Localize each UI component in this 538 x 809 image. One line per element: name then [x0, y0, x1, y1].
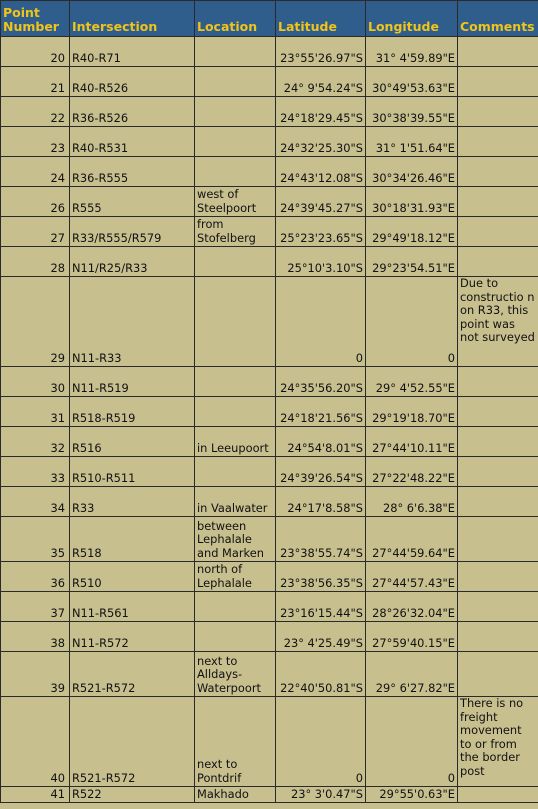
comments-cell	[458, 592, 538, 622]
table-row	[1, 277, 538, 367]
intersection-cell: N11-R519	[70, 367, 195, 397]
longitude-cell: 0	[366, 277, 458, 367]
longitude-cell: 27°22'48.22"E	[366, 457, 458, 487]
comments-cell	[458, 622, 538, 652]
point-number-cell: 31	[1, 397, 70, 427]
table-row	[1, 397, 538, 427]
header-row	[1, 1, 538, 37]
point-number-cell: 36	[1, 562, 70, 592]
column-header-latitude: Latitude	[276, 1, 366, 37]
location-cell: in Leeupoort	[195, 427, 276, 457]
table-row	[1, 247, 538, 277]
comments-cell	[458, 97, 538, 127]
location-cell	[195, 37, 276, 67]
location-cell: north of Lephalale	[195, 562, 276, 592]
location-cell: in Vaalwater	[195, 487, 276, 517]
point-number-cell: 27	[1, 217, 70, 247]
table-row	[1, 517, 538, 562]
point-number-cell: 26	[1, 187, 70, 217]
point-number-cell: 22	[1, 97, 70, 127]
intersection-cell: R516	[70, 427, 195, 457]
intersection-cell: R40-R531	[70, 127, 195, 157]
table-body	[1, 37, 538, 803]
longitude-cell: 29° 6'27.82"E	[366, 652, 458, 697]
column-header-longitude: Longitude	[366, 1, 458, 37]
latitude-cell: 22°40'50.81"S	[276, 652, 366, 697]
column-header-point-number: Point Number	[1, 1, 70, 37]
intersection-cell: R555	[70, 187, 195, 217]
table-row	[1, 427, 538, 457]
longitude-cell: 0	[366, 697, 458, 787]
comments-cell	[458, 787, 538, 803]
longitude-cell: 27°44'57.43"E	[366, 562, 458, 592]
location-cell	[195, 277, 276, 367]
intersection-cell: R510-R511	[70, 457, 195, 487]
comments-cell	[458, 652, 538, 697]
intersection-cell: R510	[70, 562, 195, 592]
latitude-cell: 24°18'29.45"S	[276, 97, 366, 127]
intersection-cell: R40-R71	[70, 37, 195, 67]
latitude-cell: 24°39'26.54"S	[276, 457, 366, 487]
longitude-cell: 30°34'26.46"E	[366, 157, 458, 187]
longitude-cell: 29°19'18.70"E	[366, 397, 458, 427]
latitude-cell: 24°32'25.30"S	[276, 127, 366, 157]
latitude-cell: 23°38'56.35"S	[276, 562, 366, 592]
latitude-cell: 23°38'55.74"S	[276, 517, 366, 562]
table-row	[1, 592, 538, 622]
table-row	[1, 217, 538, 247]
comments-cell	[458, 157, 538, 187]
location-cell: next to Alldays-Waterpoort	[195, 652, 276, 697]
latitude-cell: 24°35'56.20"S	[276, 367, 366, 397]
table-row	[1, 697, 538, 787]
location-cell: west of Steelpoort	[195, 187, 276, 217]
latitude-cell: 24°18'21.56"S	[276, 397, 366, 427]
longitude-cell: 31° 4'59.89"E	[366, 37, 458, 67]
comments-cell: There is no freight movement to or from the border post	[458, 697, 538, 787]
longitude-cell: 30°38'39.55"E	[366, 97, 458, 127]
column-header-comments: Comments	[458, 1, 538, 37]
latitude-cell: 25°10'3.10"S	[276, 247, 366, 277]
comments-cell	[458, 67, 538, 97]
location-cell: between Lephalale and Marken	[195, 517, 276, 562]
comments-cell	[458, 187, 538, 217]
longitude-cell: 29° 4'52.55"E	[366, 367, 458, 397]
longitude-cell: 27°44'10.11"E	[366, 427, 458, 457]
comments-cell	[458, 397, 538, 427]
location-cell	[195, 97, 276, 127]
location-cell	[195, 622, 276, 652]
intersection-cell: R521-R572	[70, 697, 195, 787]
longitude-cell: 29°49'18.12"E	[366, 217, 458, 247]
longitude-cell: 31° 1'51.64"E	[366, 127, 458, 157]
latitude-cell: 23° 4'25.49"S	[276, 622, 366, 652]
location-cell	[195, 592, 276, 622]
longitude-cell: 29°55'0.63"E	[366, 787, 458, 803]
latitude-cell: 25°23'23.65"S	[276, 217, 366, 247]
point-number-cell: 20	[1, 37, 70, 67]
comments-cell	[458, 457, 538, 487]
longitude-cell: 30°49'53.63"E	[366, 67, 458, 97]
table-row	[1, 622, 538, 652]
intersection-cell: N11-R33	[70, 277, 195, 367]
table-row	[1, 187, 538, 217]
intersection-cell: N11/R25/R33	[70, 247, 195, 277]
latitude-cell: 23° 3'0.47"S	[276, 787, 366, 803]
comments-cell	[458, 247, 538, 277]
latitude-cell: 24°54'8.01"S	[276, 427, 366, 457]
latitude-cell: 0	[276, 697, 366, 787]
latitude-cell: 23°55'26.97"S	[276, 37, 366, 67]
intersection-cell: N11-R572	[70, 622, 195, 652]
point-number-cell: 37	[1, 592, 70, 622]
point-number-cell: 33	[1, 457, 70, 487]
table-row	[1, 367, 538, 397]
intersection-cell: N11-R561	[70, 592, 195, 622]
point-number-cell: 39	[1, 652, 70, 697]
intersection-cell: R521-R572	[70, 652, 195, 697]
longitude-cell: 29°23'54.51"E	[366, 247, 458, 277]
latitude-cell: 24° 9'54.24"S	[276, 67, 366, 97]
table-row	[1, 97, 538, 127]
comments-cell	[458, 217, 538, 247]
intersection-cell: R33	[70, 487, 195, 517]
point-number-cell: 40	[1, 697, 70, 787]
longitude-cell: 27°44'59.64"E	[366, 517, 458, 562]
latitude-cell: 24°39'45.27"S	[276, 187, 366, 217]
comments-cell	[458, 562, 538, 592]
comments-cell: Due to constructio n on R33, this point was not surveyed	[458, 277, 538, 367]
table-row	[1, 562, 538, 592]
location-cell: Makhado	[195, 787, 276, 803]
intersection-cell: R518	[70, 517, 195, 562]
column-header-location: Location	[195, 1, 276, 37]
comments-cell	[458, 367, 538, 397]
comments-cell	[458, 37, 538, 67]
comments-cell	[458, 127, 538, 157]
location-cell	[195, 157, 276, 187]
comments-cell	[458, 517, 538, 562]
location-cell: next to Pontdrif	[195, 697, 276, 787]
latitude-cell: 24°43'12.08"S	[276, 157, 366, 187]
point-number-cell: 23	[1, 127, 70, 157]
table-row	[1, 787, 538, 803]
location-cell: from Stofelberg	[195, 217, 276, 247]
table-row	[1, 157, 538, 187]
table-row	[1, 37, 538, 67]
intersection-cell: R33/R555/R579	[70, 217, 195, 247]
location-cell	[195, 247, 276, 277]
latitude-cell: 0	[276, 277, 366, 367]
table-row	[1, 67, 538, 97]
location-cell	[195, 127, 276, 157]
point-number-cell: 41	[1, 787, 70, 803]
table-row	[1, 457, 538, 487]
point-number-cell: 24	[1, 157, 70, 187]
latitude-cell: 23°16'15.44"S	[276, 592, 366, 622]
intersection-cell: R40-R526	[70, 67, 195, 97]
point-number-cell: 21	[1, 67, 70, 97]
intersection-cell: R522	[70, 787, 195, 803]
longitude-cell: 30°18'31.93"E	[366, 187, 458, 217]
column-header-intersection: Intersection	[70, 1, 195, 37]
longitude-cell: 28° 6'6.38"E	[366, 487, 458, 517]
location-cell	[195, 457, 276, 487]
point-number-cell: 34	[1, 487, 70, 517]
point-number-cell: 38	[1, 622, 70, 652]
longitude-cell: 28°26'32.04"E	[366, 592, 458, 622]
intersection-cell: R518-R519	[70, 397, 195, 427]
intersection-cell: R36-R526	[70, 97, 195, 127]
point-number-cell: 28	[1, 247, 70, 277]
table-row	[1, 127, 538, 157]
longitude-cell: 27°59'40.15"E	[366, 622, 458, 652]
location-cell	[195, 67, 276, 97]
latitude-cell: 24°17'8.58"S	[276, 487, 366, 517]
point-number-cell: 29	[1, 277, 70, 367]
point-number-cell: 30	[1, 367, 70, 397]
point-number-cell: 35	[1, 517, 70, 562]
location-cell	[195, 367, 276, 397]
comments-cell	[458, 487, 538, 517]
intersection-cell: R36-R555	[70, 157, 195, 187]
table-row	[1, 652, 538, 697]
comments-cell	[458, 427, 538, 457]
table-row	[1, 487, 538, 517]
location-cell	[195, 397, 276, 427]
point-number-cell: 32	[1, 427, 70, 457]
